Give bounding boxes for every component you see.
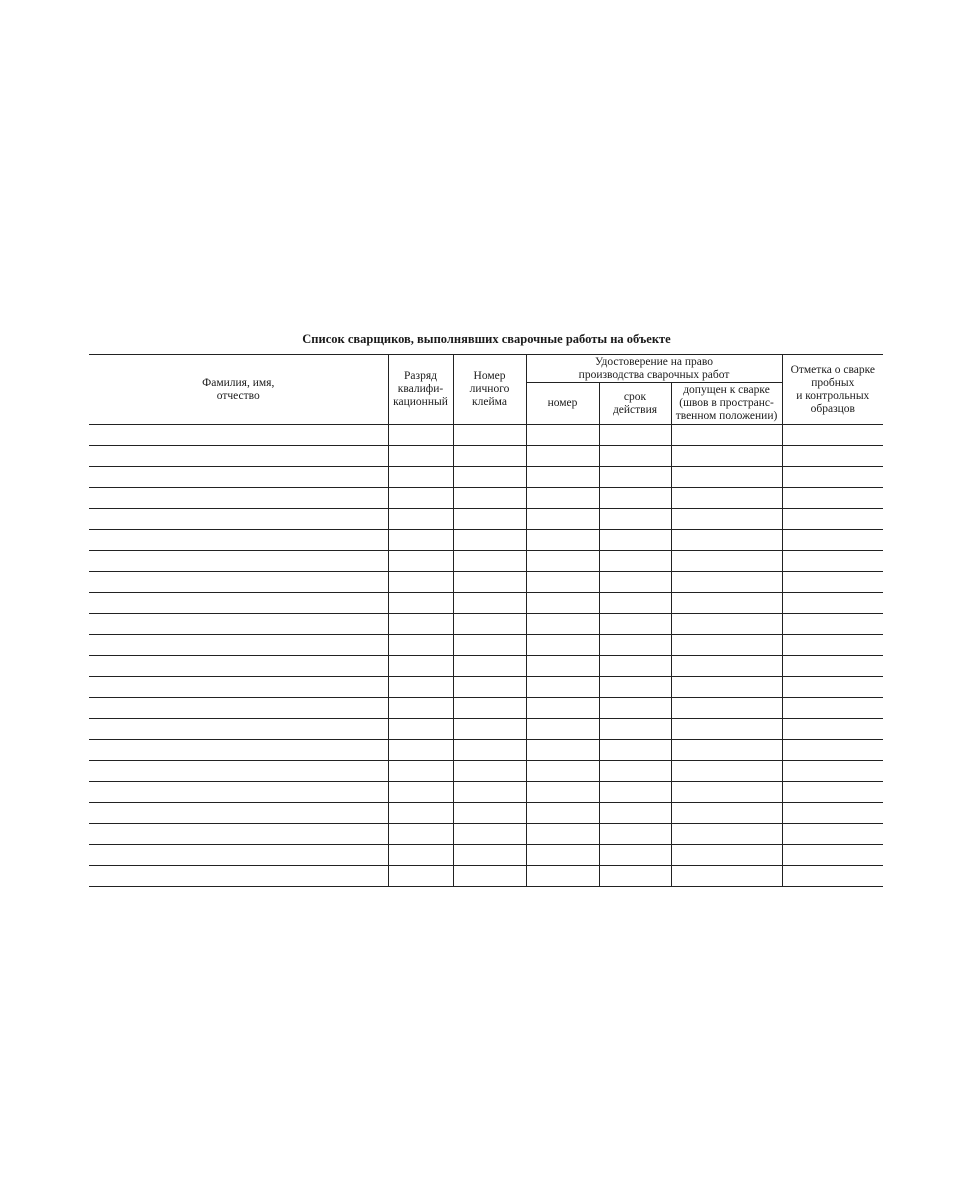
cell-nomer-kleyma[interactable] xyxy=(453,719,526,740)
cell-fio[interactable] xyxy=(89,656,388,677)
cell-nomer-kleyma[interactable] xyxy=(453,593,526,614)
cell-fio[interactable] xyxy=(89,488,388,509)
cell-razryad[interactable] xyxy=(388,845,453,866)
cell-razryad[interactable] xyxy=(388,530,453,551)
cell-udost-nomer[interactable] xyxy=(526,488,599,509)
cell-razryad[interactable] xyxy=(388,488,453,509)
cell-otmetka[interactable] xyxy=(782,551,883,572)
table-row xyxy=(89,824,883,845)
cell-nomer-kleyma[interactable] xyxy=(453,677,526,698)
cell-fio[interactable] xyxy=(89,509,388,530)
cell-otmetka[interactable] xyxy=(782,425,883,446)
table-row xyxy=(89,593,883,614)
cell-otmetka[interactable] xyxy=(782,719,883,740)
cell-udost-srok[interactable] xyxy=(599,782,671,803)
cell-fio[interactable] xyxy=(89,824,388,845)
table-body xyxy=(89,425,883,887)
cell-udost-dopushchen[interactable] xyxy=(671,572,782,593)
cell-razryad[interactable] xyxy=(388,698,453,719)
table-row xyxy=(89,866,883,887)
cell-udost-nomer[interactable] xyxy=(526,698,599,719)
cell-udost-srok[interactable] xyxy=(599,614,671,635)
cell-udost-srok[interactable] xyxy=(599,425,671,446)
cell-udost-nomer[interactable] xyxy=(526,530,599,551)
header-fio: Фамилия, имя, отчество xyxy=(89,355,388,425)
cell-udost-nomer[interactable] xyxy=(526,719,599,740)
cell-udost-dopushchen[interactable] xyxy=(671,614,782,635)
cell-udost-nomer[interactable] xyxy=(526,845,599,866)
cell-fio[interactable] xyxy=(89,572,388,593)
table-row xyxy=(89,614,883,635)
cell-razryad[interactable] xyxy=(388,509,453,530)
cell-razryad[interactable] xyxy=(388,761,453,782)
cell-nomer-kleyma[interactable] xyxy=(453,761,526,782)
cell-udost-nomer[interactable] xyxy=(526,866,599,887)
cell-fio[interactable] xyxy=(89,761,388,782)
cell-razryad[interactable] xyxy=(388,656,453,677)
cell-udost-nomer[interactable] xyxy=(526,740,599,761)
cell-udost-srok[interactable] xyxy=(599,803,671,824)
cell-nomer-kleyma[interactable] xyxy=(453,425,526,446)
cell-nomer-kleyma[interactable] xyxy=(453,656,526,677)
cell-fio[interactable] xyxy=(89,677,388,698)
table-row xyxy=(89,572,883,593)
cell-udost-dopushchen[interactable] xyxy=(671,530,782,551)
cell-udost-dopushchen[interactable] xyxy=(671,698,782,719)
document-title: Список сварщиков, выполнявших сварочные работы на объекте xyxy=(302,332,671,346)
table-row xyxy=(89,782,883,803)
cell-udost-nomer[interactable] xyxy=(526,761,599,782)
header-udost-srok: срок действия xyxy=(599,383,671,425)
header-udostoverenie: Удостоверение на право производства сварочных работ xyxy=(526,355,782,383)
cell-fio[interactable] xyxy=(89,551,388,572)
table-row xyxy=(89,551,883,572)
cell-otmetka[interactable] xyxy=(782,866,883,887)
cell-udost-nomer[interactable] xyxy=(526,635,599,656)
cell-razryad[interactable] xyxy=(388,635,453,656)
header-razryad: Разряд квалифи- кационный xyxy=(388,355,453,425)
cell-fio[interactable] xyxy=(89,467,388,488)
table-row xyxy=(89,656,883,677)
cell-razryad[interactable] xyxy=(388,467,453,488)
cell-razryad[interactable] xyxy=(388,446,453,467)
cell-otmetka[interactable] xyxy=(782,656,883,677)
cell-nomer-kleyma[interactable] xyxy=(453,782,526,803)
cell-udost-srok[interactable] xyxy=(599,677,671,698)
cell-fio[interactable] xyxy=(89,593,388,614)
table-row xyxy=(89,719,883,740)
cell-udost-nomer[interactable] xyxy=(526,509,599,530)
cell-otmetka[interactable] xyxy=(782,488,883,509)
cell-udost-dopushchen[interactable] xyxy=(671,488,782,509)
cell-otmetka[interactable] xyxy=(782,824,883,845)
cell-udost-dopushchen[interactable] xyxy=(671,656,782,677)
cell-nomer-kleyma[interactable] xyxy=(453,803,526,824)
cell-udost-srok[interactable] xyxy=(599,866,671,887)
header-udost-dopushchen: допущен к сварке (швов в пространс- твенном положении) xyxy=(671,383,782,425)
cell-nomer-kleyma[interactable] xyxy=(453,614,526,635)
header-otmetka: Отметка о сварке пробных и контрольных образцов xyxy=(782,355,883,425)
cell-udost-nomer[interactable] xyxy=(526,824,599,845)
cell-udost-dopushchen[interactable] xyxy=(671,635,782,656)
cell-udost-dopushchen[interactable] xyxy=(671,866,782,887)
cell-razryad[interactable] xyxy=(388,593,453,614)
cell-udost-srok[interactable] xyxy=(599,509,671,530)
cell-fio[interactable] xyxy=(89,866,388,887)
cell-fio[interactable] xyxy=(89,782,388,803)
cell-udost-srok[interactable] xyxy=(599,740,671,761)
cell-udost-nomer[interactable] xyxy=(526,656,599,677)
cell-nomer-kleyma[interactable] xyxy=(453,509,526,530)
cell-udost-srok[interactable] xyxy=(599,698,671,719)
cell-fio[interactable] xyxy=(89,635,388,656)
cell-otmetka[interactable] xyxy=(782,446,883,467)
cell-otmetka[interactable] xyxy=(782,593,883,614)
cell-razryad[interactable] xyxy=(388,614,453,635)
cell-udost-dopushchen[interactable] xyxy=(671,845,782,866)
cell-udost-dopushchen[interactable] xyxy=(671,782,782,803)
cell-udost-dopushchen[interactable] xyxy=(671,509,782,530)
cell-udost-srok[interactable] xyxy=(599,845,671,866)
cell-razryad[interactable] xyxy=(388,719,453,740)
cell-nomer-kleyma[interactable] xyxy=(453,530,526,551)
cell-udost-nomer[interactable] xyxy=(526,677,599,698)
table-row xyxy=(89,509,883,530)
cell-fio[interactable] xyxy=(89,614,388,635)
cell-otmetka[interactable] xyxy=(782,635,883,656)
cell-nomer-kleyma[interactable] xyxy=(453,635,526,656)
cell-otmetka[interactable] xyxy=(782,677,883,698)
table-row xyxy=(89,677,883,698)
cell-udost-srok[interactable] xyxy=(599,572,671,593)
cell-fio[interactable] xyxy=(89,446,388,467)
cell-fio[interactable] xyxy=(89,719,388,740)
cell-otmetka[interactable] xyxy=(782,509,883,530)
cell-udost-nomer[interactable] xyxy=(526,446,599,467)
cell-udost-dopushchen[interactable] xyxy=(671,551,782,572)
cell-razryad[interactable] xyxy=(388,824,453,845)
cell-otmetka[interactable] xyxy=(782,467,883,488)
table-row xyxy=(89,425,883,446)
cell-razryad[interactable] xyxy=(388,572,453,593)
cell-udost-srok[interactable] xyxy=(599,824,671,845)
cell-udost-dopushchen[interactable] xyxy=(671,593,782,614)
cell-otmetka[interactable] xyxy=(782,761,883,782)
cell-otmetka[interactable] xyxy=(782,782,883,803)
cell-nomer-kleyma[interactable] xyxy=(453,845,526,866)
cell-nomer-kleyma[interactable] xyxy=(453,467,526,488)
cell-otmetka[interactable] xyxy=(782,530,883,551)
cell-udost-srok[interactable] xyxy=(599,593,671,614)
cell-udost-srok[interactable] xyxy=(599,761,671,782)
cell-udost-dopushchen[interactable] xyxy=(671,719,782,740)
cell-udost-nomer[interactable] xyxy=(526,782,599,803)
table-row xyxy=(89,467,883,488)
cell-udost-nomer[interactable] xyxy=(526,593,599,614)
cell-nomer-kleyma[interactable] xyxy=(453,446,526,467)
cell-udost-nomer[interactable] xyxy=(526,551,599,572)
cell-udost-srok[interactable] xyxy=(599,446,671,467)
cell-otmetka[interactable] xyxy=(782,740,883,761)
cell-udost-dopushchen[interactable] xyxy=(671,425,782,446)
cell-udost-srok[interactable] xyxy=(599,656,671,677)
cell-otmetka[interactable] xyxy=(782,698,883,719)
cell-udost-dopushchen[interactable] xyxy=(671,803,782,824)
welders-table xyxy=(89,354,883,887)
cell-fio[interactable] xyxy=(89,530,388,551)
cell-otmetka[interactable] xyxy=(782,803,883,824)
cell-fio[interactable] xyxy=(89,740,388,761)
cell-udost-srok[interactable] xyxy=(599,467,671,488)
cell-udost-nomer[interactable] xyxy=(526,467,599,488)
cell-udost-srok[interactable] xyxy=(599,530,671,551)
cell-udost-dopushchen[interactable] xyxy=(671,740,782,761)
cell-udost-dopushchen[interactable] xyxy=(671,446,782,467)
cell-udost-srok[interactable] xyxy=(599,719,671,740)
cell-razryad[interactable] xyxy=(388,740,453,761)
cell-udost-srok[interactable] xyxy=(599,488,671,509)
cell-fio[interactable] xyxy=(89,845,388,866)
table-row xyxy=(89,740,883,761)
cell-nomer-kleyma[interactable] xyxy=(453,698,526,719)
cell-udost-dopushchen[interactable] xyxy=(671,677,782,698)
cell-udost-dopushchen[interactable] xyxy=(671,467,782,488)
table-row xyxy=(89,698,883,719)
cell-fio[interactable] xyxy=(89,803,388,824)
cell-nomer-kleyma[interactable] xyxy=(453,866,526,887)
cell-razryad[interactable] xyxy=(388,782,453,803)
table-row xyxy=(89,761,883,782)
cell-udost-dopushchen[interactable] xyxy=(671,761,782,782)
cell-udost-nomer[interactable] xyxy=(526,614,599,635)
cell-udost-srok[interactable] xyxy=(599,551,671,572)
table-header xyxy=(89,355,883,425)
cell-razryad[interactable] xyxy=(388,425,453,446)
cell-udost-dopushchen[interactable] xyxy=(671,824,782,845)
cell-nomer-kleyma[interactable] xyxy=(453,572,526,593)
cell-razryad[interactable] xyxy=(388,551,453,572)
header-udost-nomer: номер xyxy=(526,383,599,425)
cell-nomer-kleyma[interactable] xyxy=(453,551,526,572)
table-row xyxy=(89,446,883,467)
table-row xyxy=(89,530,883,551)
cell-fio[interactable] xyxy=(89,425,388,446)
cell-nomer-kleyma[interactable] xyxy=(453,740,526,761)
table-row xyxy=(89,488,883,509)
cell-otmetka[interactable] xyxy=(782,572,883,593)
cell-otmetka[interactable] xyxy=(782,614,883,635)
table-row xyxy=(89,635,883,656)
cell-udost-nomer[interactable] xyxy=(526,803,599,824)
header-nomer-kleyma: Номер личного клейма xyxy=(453,355,526,425)
cell-razryad[interactable] xyxy=(388,803,453,824)
cell-nomer-kleyma[interactable] xyxy=(453,488,526,509)
cell-udost-nomer[interactable] xyxy=(526,425,599,446)
cell-udost-srok[interactable] xyxy=(599,635,671,656)
cell-otmetka[interactable] xyxy=(782,845,883,866)
table-row xyxy=(89,845,883,866)
cell-razryad[interactable] xyxy=(388,677,453,698)
cell-razryad[interactable] xyxy=(388,866,453,887)
cell-fio[interactable] xyxy=(89,698,388,719)
cell-nomer-kleyma[interactable] xyxy=(453,824,526,845)
table-row xyxy=(89,803,883,824)
cell-udost-nomer[interactable] xyxy=(526,572,599,593)
